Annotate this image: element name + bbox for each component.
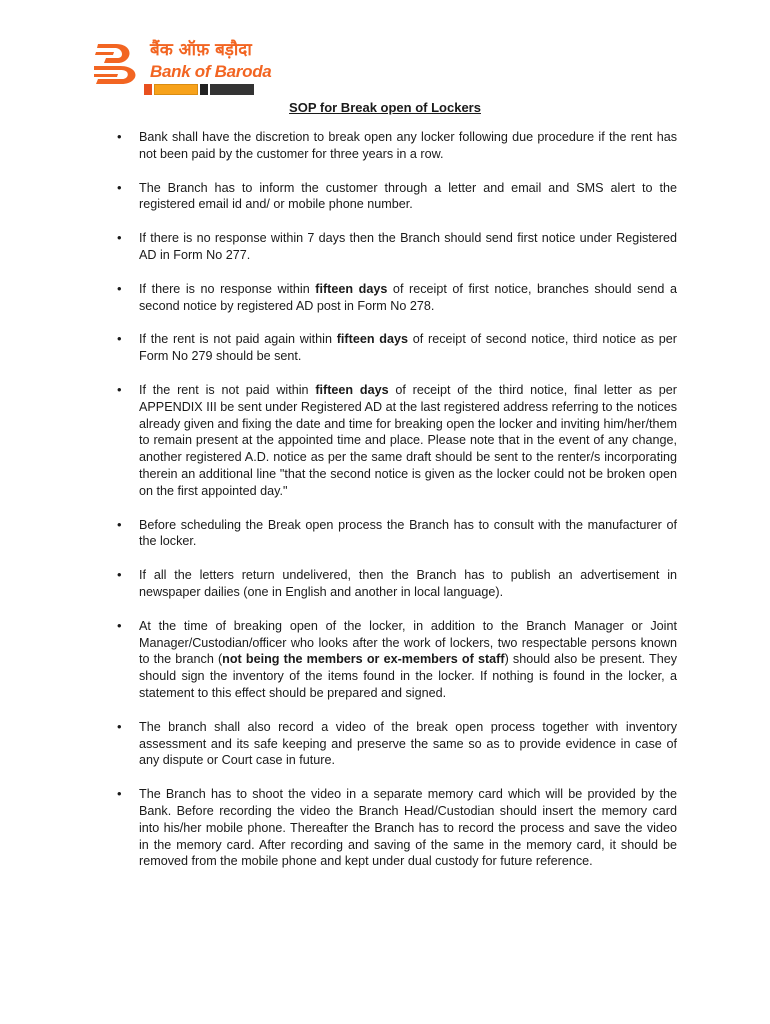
list-item: • The Branch has to shoot the video in a separate memory card which will be provided by the Bank. Before recording the video the Branch Head/Custodian should insert the memory card into his/her mobile phone. Thereafter the Branch has to record the process and save the video in the memory card. After recording and saving of the same in the memory card, it should be removed from the mobile phone and kept under dual custody for future reference. xyxy=(139,786,677,870)
list-item: • Before scheduling the Break open process the Branch has to consult with the manufacturer of the locker. xyxy=(139,517,677,551)
logo-strip-tagline xyxy=(154,84,198,95)
list-item: • If there is no response within 7 days then the Branch should send first notice under Registered AD in Form No 277. xyxy=(139,230,677,264)
bold-phrase: fifteen days xyxy=(315,382,389,397)
list-item: • If all the letters return undelivered, then the Branch has to publish an advertisement in newspaper dailies (one in English and another in local language). xyxy=(139,567,677,601)
list-item: • Bank shall have the discretion to break open any locker following due procedure if the rent has not been paid by the customer for three years in a row. xyxy=(139,129,677,163)
logo-strip-mark-dark xyxy=(200,84,208,95)
list-item: • If the rent is not paid within fifteen days of receipt of the third notice, final letter as per APPENDIX III be sent under Registered AD at the last registered address referring to the notices already given and fixing the date and time for breaking open the locker and inviting him/her/them to remain present at the appointed time and place. Please note that in the event of any change, another registered A.D. notice as per the same draft should be sent to the renter/s incorporating therein an additional line "that the second notice is given as the locker could not be broken open on the first appointed day." xyxy=(139,382,677,500)
logo-hindi-text: बैंक ऑफ़ बड़ौदा xyxy=(150,40,252,60)
bank-of-baroda-logo-icon xyxy=(94,40,146,84)
bold-phrase: not being the members or ex-members of staff xyxy=(222,652,505,667)
logo-strip-mark xyxy=(144,84,152,95)
bank-logo xyxy=(94,40,272,98)
bold-phrase: fifteen days xyxy=(336,332,408,347)
sop-list xyxy=(139,129,677,887)
document-title: SOP for Break open of Lockers xyxy=(289,100,481,115)
logo-strip-tagline-dark xyxy=(210,84,254,95)
list-item: • The branch shall also record a video of the break open process together with inventory assessment and its safe keeping and preserve the same so as to provide evidence in case of any dispute or Court case in future. xyxy=(139,719,677,769)
bold-phrase: fifteen days xyxy=(315,281,388,296)
logo-english-text: Bank of Baroda xyxy=(150,62,272,81)
list-item: • At the time of breaking open of the locker, in addition to the Branch Manager or Joint Manager/Custodian/officer who looks after the work of lockers, two respectable persons known to the branch (not being the members or ex-members of staff) should also be present. They should sign the inventory of the items found in the locker. If nothing is found in the locker, a statement to this effect should be prepared and signed. xyxy=(139,618,677,702)
list-item: • If there is no response within fifteen days of receipt of first notice, branches should send a second notice by registered AD post in Form No 278. xyxy=(139,281,677,315)
list-item: • The Branch has to inform the customer through a letter and email and SMS alert to the registered email id and/ or mobile phone number. xyxy=(139,180,677,214)
logo-strip xyxy=(144,84,258,95)
list-item: • If the rent is not paid again within fifteen days of receipt of second notice, third notice as per Form No 279 should be sent. xyxy=(139,331,677,365)
